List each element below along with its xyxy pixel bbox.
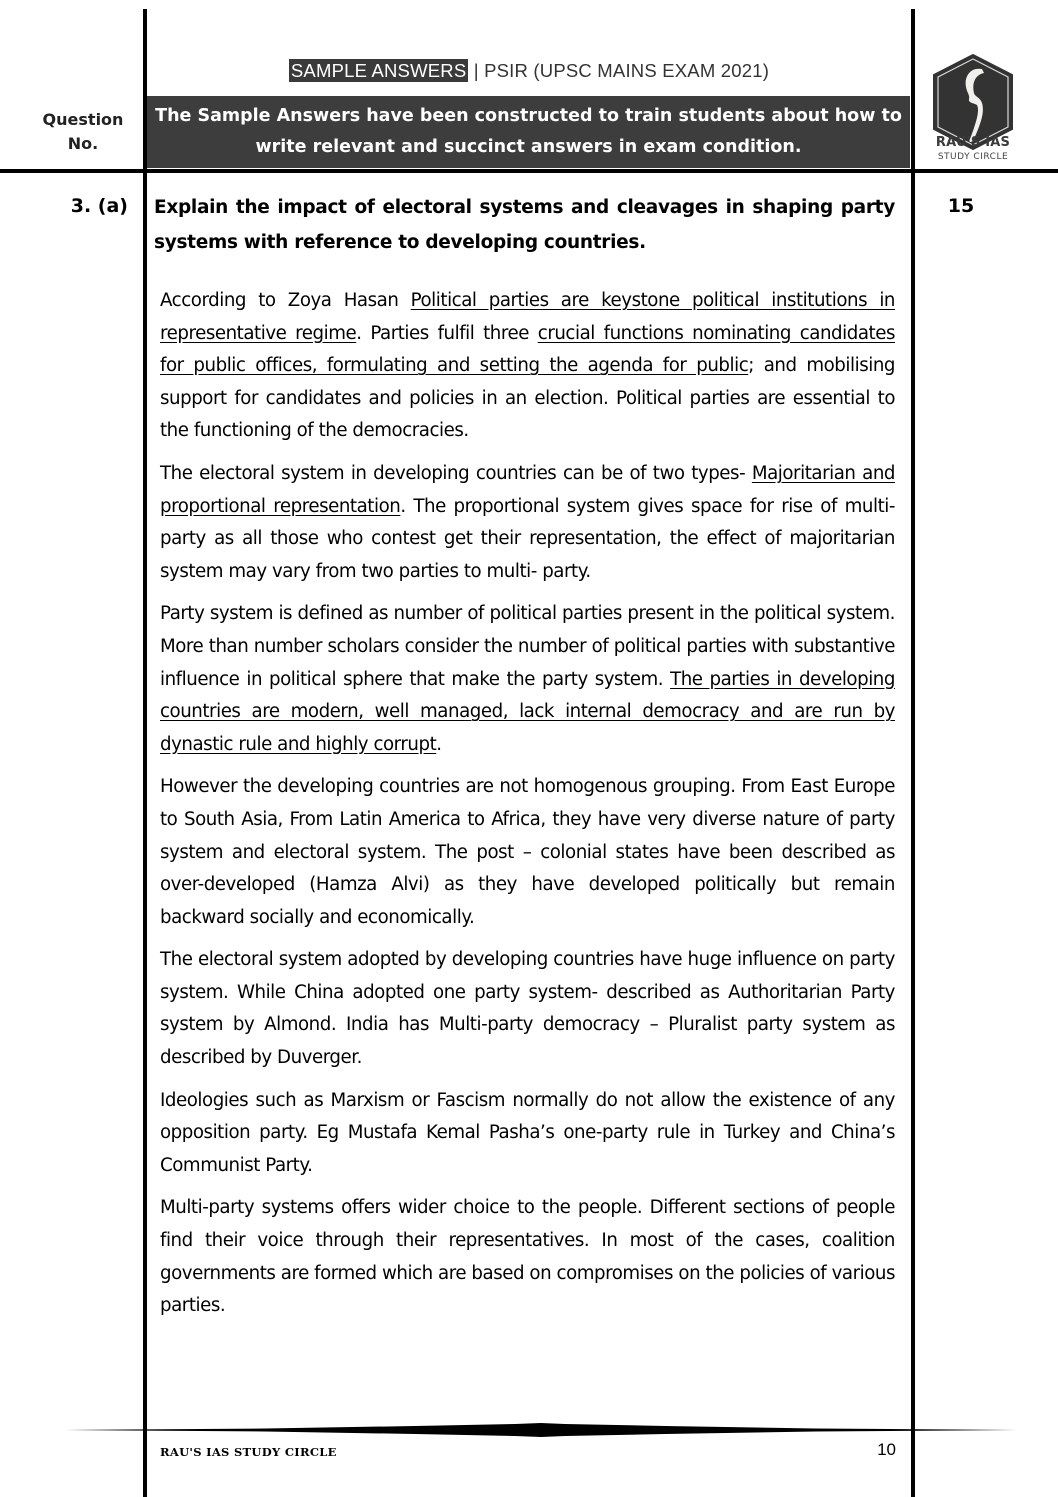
question-label-line-2: No. [67, 134, 99, 153]
answer-paragraph [160, 1192, 895, 1322]
left-column-divider [143, 9, 147, 1497]
banner-line-2: write relevant and succinct answers in exam condition. [255, 137, 802, 157]
text-segment: However the developing countries are not homogenous grouping. From East Europe to South Asia, From Latin America to Africa, they have very diverse nature of party system and electoral system. The post – colonial states have been described as over-developed (Hamza Alvi) as they have developed politically but remain backward socially and economically. [160, 776, 895, 928]
question-number: 3. (a) [70, 195, 128, 217]
text-segment: Multi-party systems offers wider choice to the people. Different sections of people find their voice through their representatives. In most of the cases, coalition governments are formed which are based on compromises on the policies of various parties. [160, 1197, 895, 1317]
question-no-column-label [30, 108, 136, 156]
underlined-phrase: Political parties are keystone political institutions in representative regime [160, 290, 896, 344]
answer-paragraph [160, 771, 895, 934]
header-bottom-rule [0, 169, 1058, 173]
answer-paragraph [160, 285, 895, 448]
text-segment: According to Zoya Hasan [160, 290, 411, 311]
question-marks: 15 [947, 195, 975, 217]
answer-body [160, 285, 895, 1333]
text-segment: The electoral system in developing countries can be of two types- [160, 462, 752, 484]
page-number: 10 [877, 1440, 896, 1459]
underlined-phrase: The parties in developing countries are modern, well managed, lack internal democracy and are run by dynastic rule and highly corrupt [160, 668, 895, 755]
page-header-title [147, 60, 911, 82]
text-segment: . [436, 733, 442, 755]
underlined-phrase: crucial functions nominating candidates for public offices, formulating and setting the agenda for public [160, 322, 895, 377]
sample-answers-tag: SAMPLE ANSWERS [290, 60, 467, 81]
question-label-line-1: Question [42, 110, 124, 129]
underlined-phrase: Majoritarian and proportional representation [160, 462, 896, 517]
text-segment: Party system is defined as number of political parties present in the political system. More than number scholars consider the number of political parties with substantive influence in political sphere that make the party system. [160, 603, 895, 690]
text-segment: The electoral system adopted by developing countries have huge influence on party system. While China adopted one party system- described as Authoritarian Party system by Almond. India has Multi-party democracy – Pluralist party system as described by Duverger. [160, 949, 895, 1069]
footer-brand: RAU'S IAS STUDY CIRCLE [160, 1445, 337, 1459]
header-title-rest: | PSIR (UPSC MAINS EXAM 2021) [468, 60, 770, 81]
text-segment: Ideologies such as Marxism or Fascism normally do not allow the existence of any opposition party. Eg Mustafa Kemal Pasha’s one-party rule in Turkey and China’s Communist Party. [160, 1089, 895, 1176]
logo-name: RAU'S IAS [935, 135, 1011, 150]
answer-paragraph [160, 458, 895, 588]
right-column-divider [911, 9, 915, 1497]
header-banner [147, 96, 910, 168]
logo-subtitle: STUDY CIRCLE [937, 152, 1009, 162]
footer-decorative-rule [65, 1420, 1017, 1440]
text-segment: . The proportional system gives space for rise of multi-party as all those who contest get their representation, the effect of majoritarian system may vary from two parties to multi- party. [160, 495, 895, 582]
text-segment: ; and mobilising support for candidates and policies in an election. Political parties are essential to the functioning of the democracies. [160, 355, 895, 442]
question-text: Explain the impact of electoral systems and cleavages in shaping party systems with reference to developing countries. [154, 197, 895, 253]
answer-paragraph [160, 598, 895, 761]
answer-paragraph [160, 1085, 895, 1183]
text-segment: . Parties fulfil three [356, 322, 538, 344]
banner-line-1: The Sample Answers have been constructed to train students about how to [155, 106, 902, 126]
answer-paragraph [160, 944, 895, 1074]
